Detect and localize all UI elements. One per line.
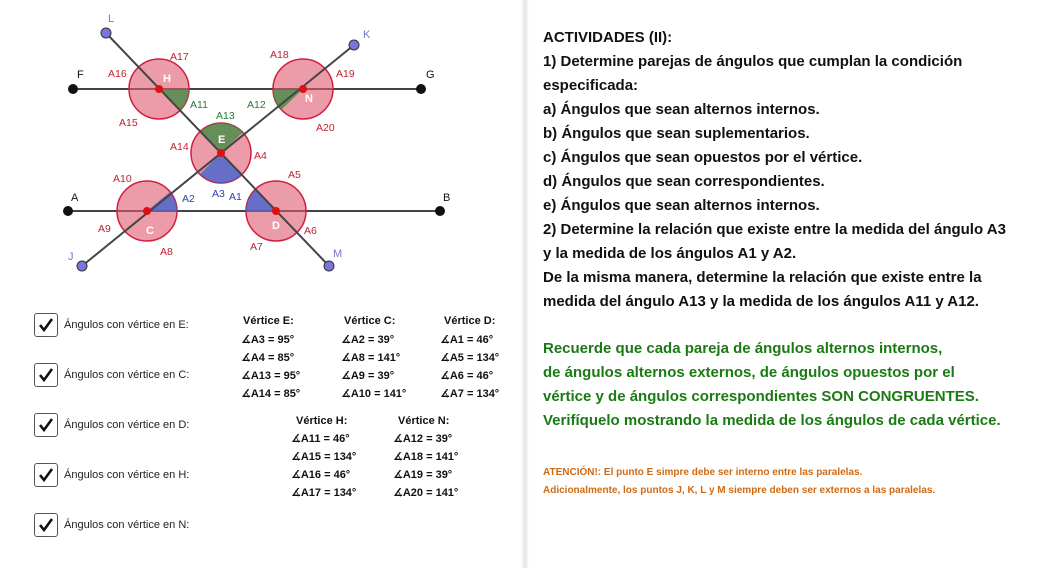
vertex-c-a10: ∡A10 = 141° <box>341 388 407 400</box>
vertex-n-a18: ∡A18 = 141° <box>393 451 459 463</box>
checkbox-row-e[interactable] <box>34 313 189 337</box>
vertex-n-a20: ∡A20 = 141° <box>393 487 459 499</box>
label-k: K <box>363 29 371 41</box>
activities-line: 2) Determine la relación que existe entre la medida del ángulo A3 <box>543 221 1006 238</box>
attention-line: ATENCIÓN!: El punto E simpre debe ser interno entre las paralelas. <box>543 467 863 478</box>
checkbox-h-label: Ángulos con vértice en H: <box>64 469 190 481</box>
checkbox-e[interactable] <box>34 313 58 337</box>
label-a18: A18 <box>270 49 289 61</box>
reminder-line: Recuerde que cada pareja de ángulos alternos internos, <box>543 340 943 357</box>
point-f[interactable] <box>68 84 78 94</box>
label-a20: A20 <box>316 122 335 134</box>
vertex-c-a2: ∡A2 = 39° <box>341 334 395 346</box>
label-a13: A13 <box>216 110 235 122</box>
activities-line: d) Ángulos que sean correspondientes. <box>543 173 825 190</box>
checkbox-d-label: Ángulos con vértice en D: <box>64 419 190 431</box>
label-m: M <box>333 248 343 260</box>
label-a15: A15 <box>119 117 138 129</box>
point-h[interactable] <box>155 85 163 93</box>
vertex-e-title: Vértice E: <box>243 315 294 327</box>
activities-line: especificada: <box>543 77 639 94</box>
point-j[interactable] <box>77 261 87 271</box>
label-a5: A5 <box>288 169 301 181</box>
label-j: J <box>68 251 74 263</box>
vertex-h-a16: ∡A16 = 46° <box>291 469 351 481</box>
checkbox-n[interactable] <box>34 513 58 537</box>
activities-line: ACTIVIDADES (II): <box>543 29 673 46</box>
label-e: E <box>218 134 226 146</box>
checkmark-icon <box>37 366 55 384</box>
checkbox-row-c[interactable] <box>34 363 189 387</box>
point-a[interactable] <box>63 206 73 216</box>
checkbox-d[interactable] <box>34 413 58 437</box>
vertex-c-title: Vértice C: <box>344 315 396 327</box>
label-a7: A7 <box>250 241 263 253</box>
point-c[interactable] <box>143 207 151 215</box>
vertex-d-a5: ∡A5 = 134° <box>440 352 500 364</box>
activities-line: e) Ángulos que sean alternos internos. <box>543 197 820 214</box>
vertex-e-a13: ∡A13 = 95° <box>241 370 301 382</box>
label-a6: A6 <box>304 225 317 237</box>
checkmark-icon <box>37 316 55 334</box>
point-n[interactable] <box>299 85 307 93</box>
vertex-c-a8: ∡A8 = 141° <box>341 352 401 364</box>
label-a10: A10 <box>113 173 132 185</box>
checkmark-icon <box>37 466 55 484</box>
vertex-h-a11: ∡A11 = 46° <box>291 433 350 445</box>
label-n: N <box>305 93 313 105</box>
label-c: C <box>146 225 154 237</box>
activities-text <box>543 26 1033 314</box>
vertex-h-title: Vértice H: <box>296 415 348 427</box>
checkmark-icon <box>37 516 55 534</box>
checkbox-row-d[interactable] <box>34 413 189 437</box>
vertex-d-a6: ∡A6 = 46° <box>440 370 494 382</box>
checkbox-c-label: Ángulos con vértice en C: <box>64 369 190 381</box>
activities-line: y la medida de los ángulos A1 y A2. <box>543 245 797 262</box>
vertex-n-a12: ∡A12 = 39° <box>393 433 453 445</box>
vertex-e-a14: ∡A14 = 85° <box>241 388 301 400</box>
label-d: D <box>272 220 280 232</box>
reminder-line: Verifíquelo mostrando la medida de los ángulos de cada vértice. <box>543 412 1001 429</box>
label-a8: A8 <box>160 246 173 258</box>
label-a1: A1 <box>229 191 242 203</box>
attention-line: Adicionalmente, los puntos J, K, L y M siempre deben ser externos a las paralelas. <box>543 485 936 496</box>
attention-text <box>543 464 935 500</box>
checkmark-icon <box>37 416 55 434</box>
label-h: H <box>163 73 171 85</box>
point-g[interactable] <box>416 84 426 94</box>
vertex-d-title: Vértice D: <box>444 315 496 327</box>
point-k[interactable] <box>349 40 359 50</box>
vertex-e-a4: ∡A4 = 85° <box>241 352 295 364</box>
vertex-n-a19: ∡A19 = 39° <box>393 469 453 481</box>
vertex-h-a15: ∡A15 = 134° <box>291 451 357 463</box>
checkbox-row-h[interactable] <box>34 463 189 487</box>
panel-divider[interactable] <box>520 0 529 568</box>
activities-line: 1) Determine parejas de ángulos que cumplan la condición <box>543 53 963 70</box>
label-a9: A9 <box>98 223 111 235</box>
label-a3: A3 <box>212 188 225 200</box>
label-a4: A4 <box>254 150 267 162</box>
activities-line: c) Ángulos que sean opuestos por el vértice. <box>543 149 863 166</box>
checkbox-e-label: Ángulos con vértice en E: <box>64 319 189 331</box>
label-f: F <box>77 69 84 81</box>
vertex-d-a7: ∡A7 = 134° <box>440 388 500 400</box>
activities-line: De la misma manera, determine la relación que existe entre la <box>543 269 982 286</box>
activities-line: medida del ángulo A13 y la medida de los ángulos A11 y A12. <box>543 293 979 310</box>
vertex-c-a9: ∡A9 = 39° <box>341 370 395 382</box>
point-d[interactable] <box>272 207 280 215</box>
label-a17: A17 <box>170 51 189 63</box>
label-l: L <box>108 13 115 25</box>
point-e[interactable] <box>217 149 225 157</box>
point-l[interactable] <box>101 28 111 38</box>
checkbox-c[interactable] <box>34 363 58 387</box>
activities-line: b) Ángulos que sean suplementarios. <box>543 125 810 142</box>
label-b: B <box>443 192 451 204</box>
label-a: A <box>71 192 79 204</box>
checkbox-n-label: Ángulos con vértice en N: <box>64 519 190 531</box>
checkbox-h[interactable] <box>34 463 58 487</box>
reminder-line: vértice y de ángulos correspondientes SON CONGRUENTES. <box>543 388 979 405</box>
label-a16: A16 <box>108 68 127 80</box>
vertex-h-a17: ∡A17 = 134° <box>291 487 357 499</box>
checkbox-row-n[interactable] <box>34 513 189 537</box>
vertex-n-title: Vértice N: <box>398 415 450 427</box>
vertex-e-a3: ∡A3 = 95° <box>241 334 295 346</box>
label-a11: A11 <box>190 99 208 111</box>
label-a12: A12 <box>247 99 266 111</box>
activities-line: a) Ángulos que sean alternos internos. <box>543 101 820 118</box>
label-g: G <box>426 69 435 81</box>
label-a19: A19 <box>336 68 355 80</box>
label-a14: A14 <box>170 141 189 153</box>
vertex-d-a1: ∡A1 = 46° <box>440 334 494 346</box>
reminder-text <box>543 337 1001 433</box>
label-a2: A2 <box>182 193 195 205</box>
point-b[interactable] <box>435 206 445 216</box>
point-m[interactable] <box>324 261 334 271</box>
reminder-line: de ángulos alternos externos, de ángulos opuestos por el <box>543 364 955 381</box>
